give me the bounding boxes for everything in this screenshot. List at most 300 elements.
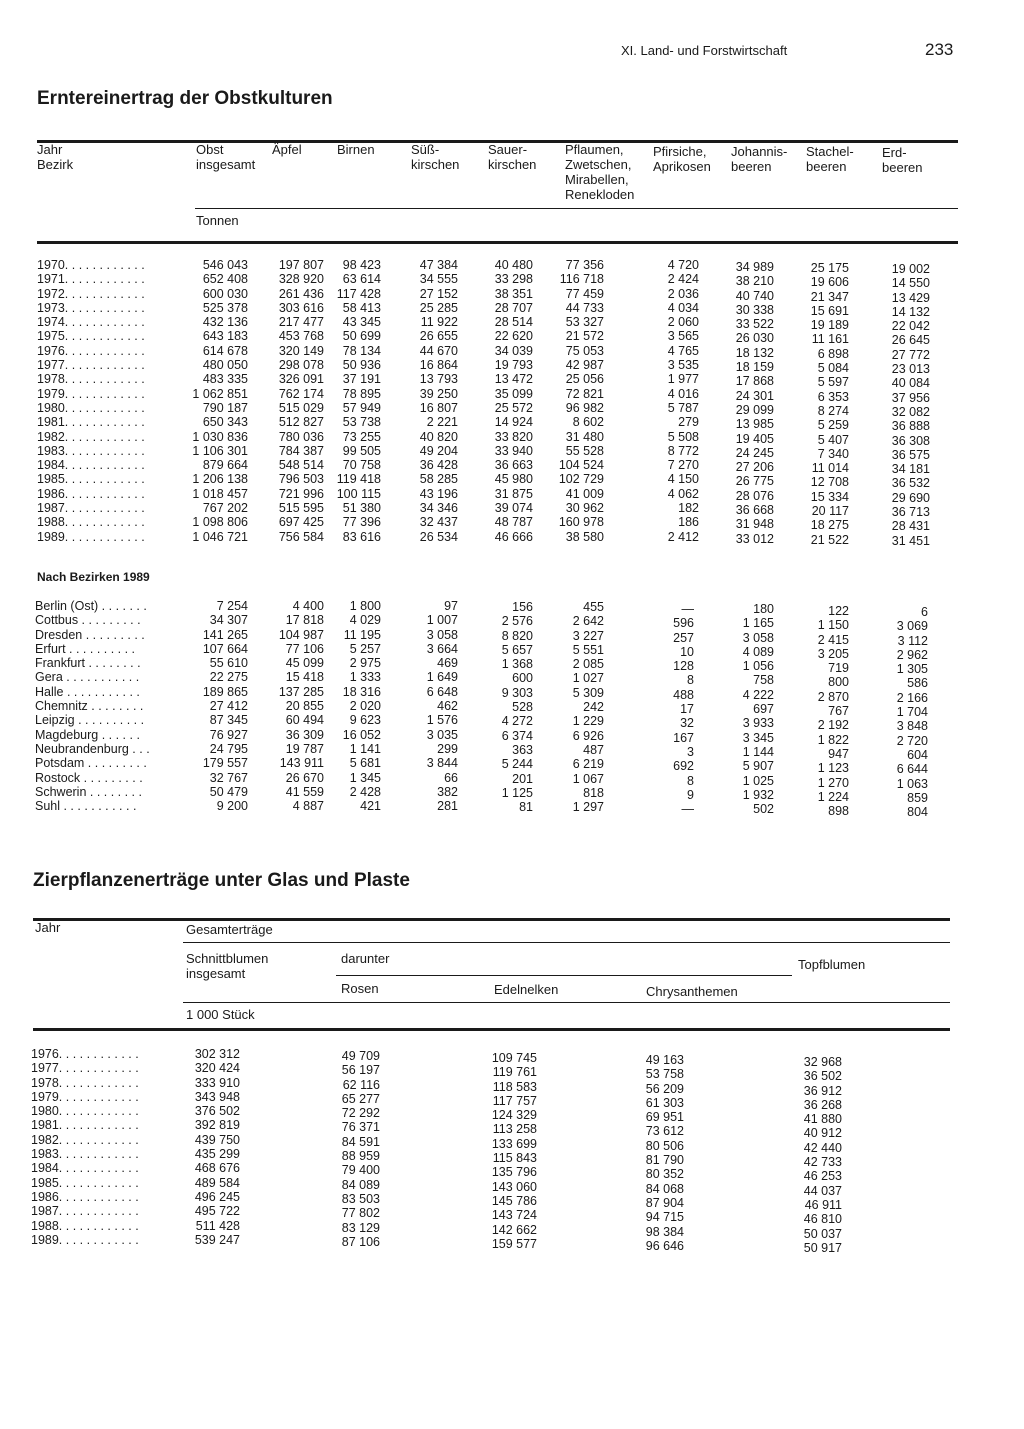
table-cell: 22 620 <box>494 329 533 344</box>
table-cell: 13 793 <box>419 372 458 387</box>
table-cell: 363 <box>512 742 533 757</box>
table-cell: 141 265 <box>202 627 248 642</box>
table-cell: 2 036 <box>667 286 699 301</box>
table-cell: 31 480 <box>565 429 604 444</box>
table-cell: 49 709 <box>341 1049 380 1063</box>
table-cell: 21 347 <box>810 289 849 304</box>
table-cell: 1989. . . . . . . . . . . . <box>37 529 145 544</box>
table-cell: 32 968 <box>803 1055 842 1069</box>
table-cell: 40 740 <box>735 288 774 303</box>
table-cell: 33 522 <box>735 317 774 332</box>
table-cell: 6 644 <box>896 762 928 777</box>
table-cell: 24 795 <box>209 741 248 756</box>
table-cell: 548 514 <box>278 458 324 473</box>
table-cell: 600 030 <box>202 286 248 301</box>
table-cell: 1983. . . . . . . . . . . . <box>31 1147 139 1162</box>
table-cell: 796 503 <box>278 472 324 487</box>
table-cell: 43 196 <box>419 486 458 501</box>
table-cell: 50 037 <box>803 1226 842 1241</box>
table-cell: 11 195 <box>343 627 381 642</box>
table-cell: 77 396 <box>342 515 381 530</box>
table-cell: 1975. . . . . . . . . . . . <box>37 329 145 344</box>
table-cell: 94 715 <box>645 1210 684 1225</box>
table-cell: 179 557 <box>202 756 248 771</box>
table-cell: 1 305 <box>896 662 928 677</box>
bez-col-pfirsiche <box>630 602 694 816</box>
col-header-jahr-bezirk: Jahr Bezirk <box>37 142 74 172</box>
table-cell: 11 014 <box>811 461 849 476</box>
table-cell: 279 <box>678 415 699 430</box>
table-cell: 104 987 <box>278 627 324 642</box>
table-cell: 53 758 <box>645 1067 684 1082</box>
table-cell: 128 <box>673 659 694 674</box>
table-cell: 40 480 <box>494 258 533 272</box>
table-cell: 525 378 <box>202 300 248 315</box>
table-cell: 19 787 <box>285 741 324 756</box>
table-cell: 1 649 <box>426 670 458 685</box>
table-cell: 72 292 <box>341 1106 380 1121</box>
table-cell: 46 666 <box>494 529 533 544</box>
table-cell: 3 933 <box>742 716 774 731</box>
table-cell: 19 793 <box>494 358 533 373</box>
table-cell: 77 802 <box>341 1206 380 1221</box>
table-cell: 65 277 <box>341 1091 380 1106</box>
table-cell: 495 722 <box>194 1204 240 1219</box>
table-cell: 46 911 <box>804 1197 842 1212</box>
table-cell: 1981. . . . . . . . . . . . <box>37 415 145 430</box>
table-cell: 53 738 <box>342 415 381 430</box>
table-cell: 2 642 <box>572 614 604 629</box>
table-cell: 302 312 <box>194 1047 240 1061</box>
table-cell: 1 141 <box>349 741 381 756</box>
table-cell: 4 062 <box>667 486 699 501</box>
t2-col-chrysanthemen: Chrysanthemen <box>646 984 738 999</box>
table-cell: Chemnitz . . . . . . . . <box>35 699 144 714</box>
table-cell: 60 494 <box>285 713 324 728</box>
table-cell: 15 418 <box>285 670 324 685</box>
table-cell: 25 056 <box>565 372 604 387</box>
table-cell: 18 132 <box>735 345 774 360</box>
table-cell: 63 614 <box>342 272 381 287</box>
table-cell: 57 949 <box>342 400 381 415</box>
table-cell: 453 768 <box>278 329 324 344</box>
table-cell: 1981. . . . . . . . . . . . <box>31 1118 139 1133</box>
table-cell: Erfurt . . . . . . . . . . <box>35 641 136 656</box>
col-header-obst: Obst insgesamt <box>196 142 256 172</box>
table-cell: 1 270 <box>817 775 849 790</box>
table-cell: 281 <box>437 799 458 814</box>
table-cell: 6 926 <box>572 728 604 743</box>
table-cell: 36 502 <box>803 1069 842 1084</box>
table-cell: 5 597 <box>817 375 849 390</box>
table-cell: Frankfurt . . . . . . . . <box>35 656 141 671</box>
t2-unit-rule <box>183 1002 950 1003</box>
table-cell: Rostock . . . . . . . . . <box>35 770 143 785</box>
table-cell: 6 219 <box>572 757 604 772</box>
table-cell: 455 <box>583 600 604 614</box>
table-cell: 1973. . . . . . . . . . . . <box>37 300 145 315</box>
table-cell: 3 058 <box>742 630 774 645</box>
table-cell: 32 082 <box>891 404 930 419</box>
table-cell: 5 309 <box>572 685 604 700</box>
table-cell: Halle . . . . . . . . . . . <box>35 684 140 699</box>
table-cell: 1976. . . . . . . . . . . . <box>37 343 145 358</box>
table-cell: 143 060 <box>491 1179 537 1194</box>
table-cell: 2 576 <box>501 614 533 629</box>
table-cell: 614 678 <box>202 343 248 358</box>
table-cell: 49 204 <box>419 443 458 458</box>
table-cell: 326 091 <box>278 372 324 387</box>
table-cell: 511 428 <box>195 1218 240 1233</box>
table-cell: 488 <box>673 687 694 702</box>
table-cell: 320 149 <box>278 343 324 358</box>
col-pflaumen <box>534 258 604 544</box>
table-cell: 1 333 <box>349 670 381 685</box>
table-cell: Potsdam . . . . . . . . . <box>35 756 147 771</box>
table-cell: 21 572 <box>565 329 604 344</box>
table-cell: 1 123 <box>817 761 849 776</box>
table-cell: 12 708 <box>810 475 849 490</box>
table-cell: 1987. . . . . . . . . . . . <box>31 1204 139 1219</box>
table-cell: 83 503 <box>341 1191 380 1206</box>
table-cell: 84 089 <box>341 1177 380 1192</box>
col-stachelbeeren <box>775 261 849 547</box>
col-suesskirschen <box>390 258 458 544</box>
table-cell: 1986. . . . . . . . . . . . <box>37 486 145 501</box>
t2-col-rosen: Rosen <box>341 981 379 996</box>
table-cell: 22 275 <box>209 670 248 685</box>
table-cell: 38 580 <box>565 529 604 544</box>
table-cell: 6 353 <box>817 389 849 404</box>
table-cell: 5 257 <box>349 641 381 656</box>
table-cell: 113 258 <box>492 1122 537 1137</box>
table-cell: 4 150 <box>667 472 699 487</box>
table-cell: 58 285 <box>419 472 458 487</box>
bez-col-johannisbeeren <box>700 602 774 816</box>
table-cell: 1984. . . . . . . . . . . . <box>31 1161 139 1176</box>
col-header-suesskirschen: Süß- kirschen <box>411 142 460 172</box>
table-cell: 61 303 <box>645 1095 684 1110</box>
table-cell: 1 056 <box>742 659 774 674</box>
t2-header-bottom-rule <box>33 1028 950 1031</box>
table-cell: 719 <box>828 661 849 676</box>
bez-col-birnen <box>324 599 381 813</box>
table-cell: 4 222 <box>742 687 774 702</box>
table-cell: 167 <box>673 730 694 745</box>
table-cell: 40 820 <box>419 429 458 444</box>
table-cell: 1 229 <box>572 714 604 729</box>
table-cell: 328 920 <box>278 272 324 287</box>
table-cell: 159 577 <box>491 1236 537 1251</box>
table-cell: 3 535 <box>667 358 699 373</box>
t2-col-edelnelken-values <box>470 1051 537 1251</box>
table-cell: 1 206 138 <box>192 472 248 487</box>
table-cell: 88 959 <box>341 1149 380 1164</box>
table-cell: 1 368 <box>501 657 533 672</box>
table-cell: 1 165 <box>742 616 774 631</box>
table-cell: 1976. . . . . . . . . . . . <box>31 1047 139 1061</box>
col-birnen <box>324 258 381 544</box>
table-cell: 96 982 <box>565 400 604 415</box>
table-cell: 115 843 <box>492 1151 537 1166</box>
t2-unit: 1 000 Stück <box>186 1007 255 1022</box>
table-cell: 2 720 <box>896 733 928 748</box>
table-cell: 75 053 <box>565 343 604 358</box>
table-cell: 1 576 <box>426 713 458 728</box>
table-cell: 586 <box>907 676 928 691</box>
table-cell: 32 437 <box>419 515 458 530</box>
table-cell: 596 <box>673 616 694 631</box>
t2-col-edelnelken: Edelnelken <box>494 982 559 997</box>
table-cell: 432 136 <box>202 315 248 330</box>
table-cell: 46 810 <box>803 1212 842 1227</box>
table-cell: 376 502 <box>194 1104 240 1119</box>
t2-darunter-rule <box>336 975 792 976</box>
table-cell: 1 063 <box>896 776 928 791</box>
table-cell: 26 655 <box>419 329 458 344</box>
table-cell: 528 <box>512 700 533 715</box>
table-cell: 41 880 <box>803 1112 842 1127</box>
table-cell: 1974. . . . . . . . . . . . <box>37 315 145 330</box>
table-cell: 502 <box>753 802 774 817</box>
table-cell: 36 663 <box>494 458 533 473</box>
table-cell: 17 868 <box>735 374 774 389</box>
table-cell: 78 895 <box>342 386 381 401</box>
table-cell: 44 037 <box>803 1183 842 1198</box>
table-cell: 14 924 <box>494 415 533 430</box>
table-cell: 3 035 <box>426 727 458 742</box>
table-cell: 13 472 <box>494 372 533 387</box>
bezirk-labels <box>35 599 150 813</box>
table-cell: 2 221 <box>426 415 458 430</box>
table-cell: 98 384 <box>645 1224 684 1239</box>
col-sauerkirschen <box>460 258 533 544</box>
table-cell: 77 459 <box>565 286 604 301</box>
table-cell: 40 912 <box>803 1126 842 1141</box>
table-cell: 1982. . . . . . . . . . . . <box>31 1132 139 1147</box>
table-cell: 2 870 <box>817 689 849 704</box>
table-cell: 818 <box>583 785 604 800</box>
table-cell: 36 668 <box>735 503 774 518</box>
table-cell: 45 099 <box>285 656 324 671</box>
table-cell: 4 272 <box>501 714 533 729</box>
table-cell: 299 <box>437 741 458 756</box>
table-cell: 3 664 <box>426 641 458 656</box>
unit-tonnen: Tonnen <box>196 213 239 228</box>
table-cell: Suhl . . . . . . . . . . . <box>35 799 137 814</box>
table-cell: 26 645 <box>891 333 930 348</box>
table-cell: 487 <box>583 742 604 757</box>
table-cell: 1 345 <box>349 770 381 785</box>
table-cell: 39 250 <box>419 386 458 401</box>
table-cell: 25 285 <box>419 300 458 315</box>
table-cell: 36 308 <box>891 433 930 448</box>
table-cell: 31 948 <box>735 517 774 532</box>
table-cell: 5 407 <box>817 432 849 447</box>
table-cell: Neubrandenburg . . . <box>35 741 150 756</box>
t2-col-gesamt: Gesamterträge <box>186 922 273 937</box>
table-cell: 1 067 <box>572 771 604 786</box>
table-cell: 34 989 <box>735 260 774 274</box>
table-cell: 1 977 <box>667 372 699 387</box>
table-cell: 4 887 <box>292 799 324 814</box>
table-cell: 1977. . . . . . . . . . . . <box>31 1061 139 1076</box>
table-cell: 36 268 <box>803 1097 842 1112</box>
table-cell: 73 255 <box>342 429 381 444</box>
table-cell: 3 565 <box>667 329 699 344</box>
table-cell: 947 <box>828 746 849 761</box>
table-cell: 19 002 <box>891 262 930 276</box>
table-cell: 109 745 <box>491 1051 537 1065</box>
bez-col-obst <box>170 599 248 813</box>
table-cell: 1982. . . . . . . . . . . . <box>37 429 145 444</box>
table-cell: 1989. . . . . . . . . . . . <box>31 1232 139 1247</box>
table-cell: 117 757 <box>492 1093 537 1108</box>
table-cell: 8 820 <box>501 628 533 643</box>
table-cell: 1 046 721 <box>192 529 248 544</box>
table-cell: 76 371 <box>341 1120 380 1135</box>
table-cell: 119 418 <box>336 472 381 487</box>
bez-col-sauerkirschen <box>460 600 533 814</box>
table-cell: 19 606 <box>810 275 849 290</box>
table-cell: 33 298 <box>494 272 533 287</box>
table-cell: 16 052 <box>342 727 381 742</box>
table-cell: 44 733 <box>565 300 604 315</box>
table-cell: 18 316 <box>342 684 381 699</box>
table-cell: 73 612 <box>645 1124 684 1139</box>
table-cell: 1970. . . . . . . . . . . . <box>37 258 145 272</box>
table-cell: 80 352 <box>645 1167 684 1182</box>
table-cell: 30 962 <box>565 501 604 516</box>
table-cell: 31 451 <box>891 533 930 548</box>
table-cell: 83 616 <box>342 529 381 544</box>
table-cell: 5 259 <box>817 418 849 433</box>
table-cell: 1978. . . . . . . . . . . . <box>37 372 145 387</box>
table-cell: 41 559 <box>285 784 324 799</box>
table-cell: 1 125 <box>501 785 533 800</box>
table-cell: 1972. . . . . . . . . . . . <box>37 286 145 301</box>
table-cell: 2 424 <box>667 272 699 287</box>
table-cell: 1985. . . . . . . . . . . . <box>37 472 145 487</box>
table-cell: 50 699 <box>342 329 381 344</box>
table-cell: 28 431 <box>891 519 930 534</box>
table-cell: 7 340 <box>817 446 849 461</box>
table-cell: 5 657 <box>501 642 533 657</box>
table-cell: 8 274 <box>817 403 849 418</box>
table-cell: 804 <box>907 805 928 820</box>
table-cell: Dresden . . . . . . . . . <box>35 627 145 642</box>
table-cell: 36 575 <box>891 447 930 462</box>
table-cell: 180 <box>753 602 774 616</box>
table-cell: 392 819 <box>194 1118 240 1133</box>
table-cell: 2 412 <box>667 529 699 544</box>
table-cell: 42 733 <box>803 1155 842 1170</box>
table-cell: 303 616 <box>278 300 324 315</box>
table-cell: 898 <box>828 804 849 819</box>
table-cell: 496 245 <box>194 1189 240 1204</box>
table-cell: 33 012 <box>735 531 774 546</box>
table-cell: 1 027 <box>572 671 604 686</box>
table-cell: 9 623 <box>349 713 381 728</box>
table-cell: 33 820 <box>494 429 533 444</box>
table-cell: 758 <box>753 673 774 688</box>
table-cell: 143 724 <box>491 1208 537 1223</box>
table-cell: 1984. . . . . . . . . . . . <box>37 458 145 473</box>
t2-col-topf: Topfblumen <box>798 957 866 972</box>
table-cell: 21 522 <box>810 532 849 547</box>
table-cell: 539 247 <box>194 1232 240 1247</box>
table-cell: 697 <box>753 702 774 717</box>
table-cell: 1 007 <box>426 613 458 628</box>
table-cell: 87 904 <box>645 1195 684 1210</box>
col-header-sauerkirschen: Sauer- kirschen <box>488 142 537 172</box>
table-cell: 600 <box>512 671 533 686</box>
table-cell: 45 980 <box>494 472 533 487</box>
table-cell: 36 309 <box>285 727 324 742</box>
t2-col-schnitt: Schnittblumen insgesamt <box>186 951 269 981</box>
table-cell: 483 335 <box>202 372 248 387</box>
table-cell: 36 532 <box>891 476 930 491</box>
t2-col-jahr: Jahr <box>35 920 61 935</box>
table-cell: 28 707 <box>494 300 533 315</box>
table-cell: 27 772 <box>891 347 930 362</box>
table-cell: 33 940 <box>494 443 533 458</box>
table-cell: 1983. . . . . . . . . . . . <box>37 443 145 458</box>
table-cell: 1 098 806 <box>192 515 248 530</box>
table-cell: 462 <box>437 699 458 714</box>
table-cell: 25 572 <box>494 400 533 415</box>
table-cell: 30 338 <box>735 302 774 317</box>
table-cell: 1980. . . . . . . . . . . . <box>31 1104 139 1119</box>
table-cell: 217 477 <box>278 315 324 330</box>
table-cell: 879 664 <box>202 458 248 473</box>
table-cell: — <box>681 602 694 616</box>
table-cell: 38 351 <box>494 286 533 301</box>
t2-gesamt-rule <box>183 942 950 943</box>
page-number: 233 <box>925 40 954 59</box>
table-cell: 76 927 <box>209 727 248 742</box>
table-cell: 34 555 <box>419 272 458 287</box>
table-cell: 800 <box>828 675 849 690</box>
table-cell: 47 384 <box>419 258 458 272</box>
table-cell: 102 729 <box>558 472 604 487</box>
col-header-erdbeeren: Erd- beeren <box>882 145 923 175</box>
table-cell: 8 <box>687 673 694 688</box>
table-cell: 69 951 <box>645 1110 684 1125</box>
table-cell: 515 595 <box>278 501 324 516</box>
table-cell: 10 <box>680 644 694 659</box>
table-cell: 480 050 <box>202 358 248 373</box>
table-cell: 36 912 <box>803 1083 842 1098</box>
table-cell: 3 844 <box>426 756 458 771</box>
table-cell: 38 210 <box>735 274 774 289</box>
table-cell: 13 985 <box>735 417 774 432</box>
header-bottom-rule <box>37 241 958 244</box>
table-cell: 43 345 <box>342 315 381 330</box>
table-cell: 3 058 <box>426 627 458 642</box>
table-cell: 32 767 <box>209 770 248 785</box>
table-cell: 14 132 <box>891 304 930 319</box>
table-cell: 51 380 <box>342 501 381 516</box>
table-cell: 692 <box>673 759 694 774</box>
table-cell: 512 827 <box>278 415 324 430</box>
table-cell: 84 591 <box>341 1134 380 1149</box>
table-cell: 98 423 <box>342 258 381 272</box>
table-cell: 34 181 <box>891 462 930 477</box>
table-cell: 3 <box>687 744 694 759</box>
table-cell: 117 428 <box>336 286 381 301</box>
table-cell: 48 787 <box>494 515 533 530</box>
